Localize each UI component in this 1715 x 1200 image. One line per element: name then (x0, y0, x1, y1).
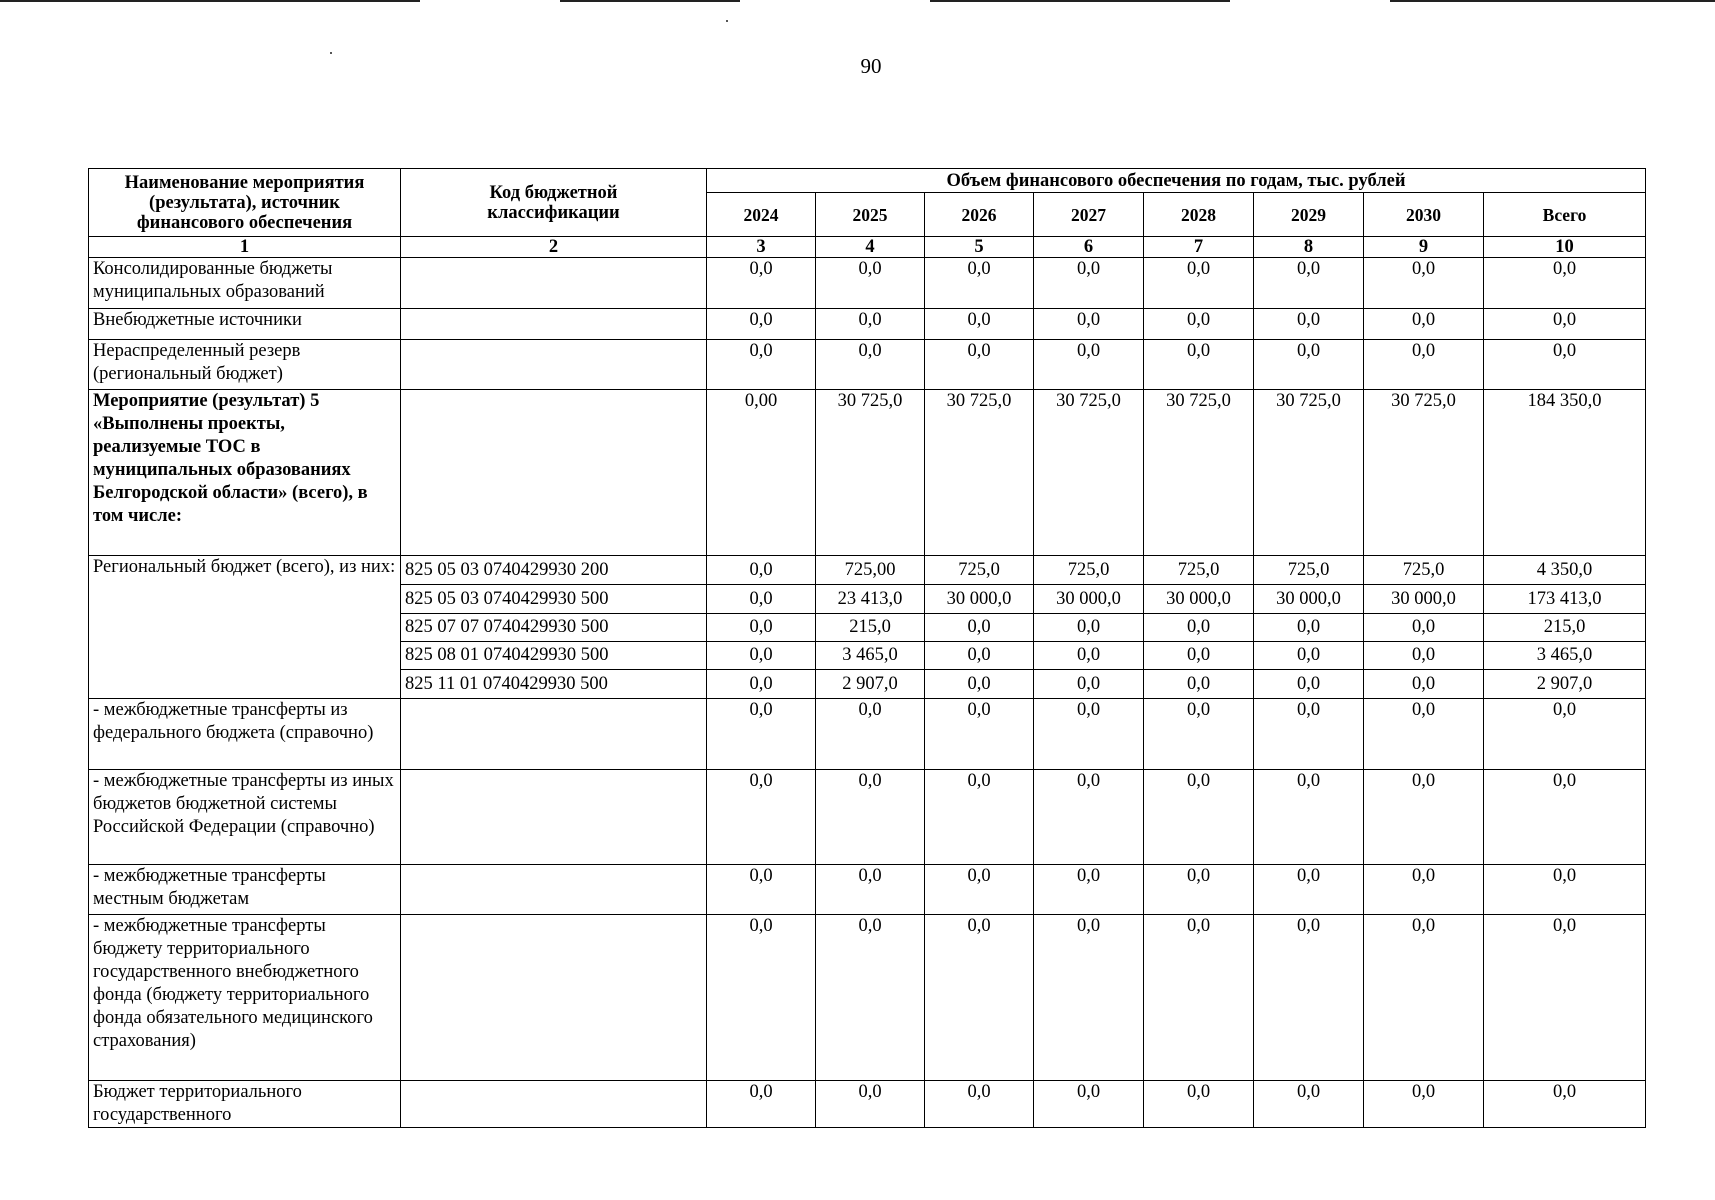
table-row (89, 699, 1646, 770)
cell-2028: 0,0 (1144, 770, 1254, 865)
cell-2030: 0,0 (1364, 915, 1484, 1081)
column-number: 3 (707, 237, 816, 258)
cell-2027: 0,0 (1034, 670, 1144, 699)
row-code (401, 258, 707, 309)
cell-2024: 0,0 (707, 585, 816, 614)
row-name: Региональный бюджет (всего), из них: (89, 556, 401, 699)
cell-2030: 725,0 (1364, 556, 1484, 585)
cell-2024: 0,0 (707, 770, 816, 865)
column-number: 4 (816, 237, 925, 258)
header-year: 2029 (1254, 193, 1364, 237)
column-number: 5 (925, 237, 1034, 258)
row-code (401, 1081, 707, 1128)
cell-total: 0,0 (1484, 865, 1646, 915)
row-code (401, 915, 707, 1081)
cell-2030: 30 000,0 (1364, 585, 1484, 614)
header-year: 2030 (1364, 193, 1484, 237)
header-year: 2028 (1144, 193, 1254, 237)
cell-total: 0,0 (1484, 1081, 1646, 1128)
header-code-column: Код бюджетной классификации (401, 169, 707, 237)
cell-2024: 0,0 (707, 340, 816, 390)
scan-edge-line (0, 0, 420, 2)
cell-2030: 0,0 (1364, 614, 1484, 642)
cell-2030: 0,0 (1364, 642, 1484, 670)
cell-2029: 0,0 (1254, 770, 1364, 865)
cell-2024: 0,0 (707, 699, 816, 770)
cell-2027: 0,0 (1034, 309, 1144, 340)
cell-2028: 0,0 (1144, 258, 1254, 309)
header-year: 2027 (1034, 193, 1144, 237)
cell-2026: 0,0 (925, 770, 1034, 865)
header-year: 2026 (925, 193, 1034, 237)
cell-total: 0,0 (1484, 309, 1646, 340)
scan-edge-line (1390, 0, 1715, 2)
cell-2030: 0,0 (1364, 340, 1484, 390)
cell-2026: 0,0 (925, 699, 1034, 770)
cell-2029: 0,0 (1254, 1081, 1364, 1128)
row-code: 825 07 07 0740429930 500 (401, 614, 707, 642)
cell-2030: 0,0 (1364, 309, 1484, 340)
cell-2026: 0,0 (925, 915, 1034, 1081)
cell-2027: 0,0 (1034, 340, 1144, 390)
cell-2025: 30 725,0 (816, 390, 925, 556)
cell-2026: 0,0 (925, 614, 1034, 642)
cell-total: 215,0 (1484, 614, 1646, 642)
cell-2028: 0,0 (1144, 614, 1254, 642)
row-name: Внебюджетные источники (89, 309, 401, 340)
cell-2027: 0,0 (1034, 915, 1144, 1081)
cell-total: 0,0 (1484, 340, 1646, 390)
cell-2029: 725,0 (1254, 556, 1364, 585)
row-name: - межбюджетные трансферты местным бюджетам (89, 865, 401, 915)
cell-2029: 0,0 (1254, 915, 1364, 1081)
cell-2028: 0,0 (1144, 642, 1254, 670)
cell-2028: 0,0 (1144, 340, 1254, 390)
row-name: Нераспределенный резерв (региональный бюджет) (89, 340, 401, 390)
cell-2027: 30 000,0 (1034, 585, 1144, 614)
cell-2028: 0,0 (1144, 915, 1254, 1081)
cell-2026: 0,0 (925, 1081, 1034, 1128)
table-row (89, 309, 1646, 340)
row-name: - межбюджетные трансферты бюджету территориального государственного внебюджетного фонда (бюджету территориального фонда обязательного медицинского страхования) (89, 915, 401, 1081)
cell-2027: 30 725,0 (1034, 390, 1144, 556)
row-code (401, 865, 707, 915)
cell-2028: 0,0 (1144, 1081, 1254, 1128)
row-name: - межбюджетные трансферты из иных бюджетов бюджетной системы Российской Федерации (справочно) (89, 770, 401, 865)
cell-total: 0,0 (1484, 915, 1646, 1081)
cell-2030: 0,0 (1364, 699, 1484, 770)
cell-2026: 30 725,0 (925, 390, 1034, 556)
cell-2028: 0,0 (1144, 309, 1254, 340)
cell-2025: 0,0 (816, 309, 925, 340)
cell-2026: 0,0 (925, 340, 1034, 390)
scan-edge-line (930, 0, 1230, 2)
row-code (401, 770, 707, 865)
table-row (89, 340, 1646, 390)
cell-total: 2 907,0 (1484, 670, 1646, 699)
row-code (401, 309, 707, 340)
cell-2028: 0,0 (1144, 699, 1254, 770)
cell-2029: 0,0 (1254, 865, 1364, 915)
cell-2030: 0,0 (1364, 770, 1484, 865)
cell-2026: 0,0 (925, 865, 1034, 915)
cell-2028: 30 000,0 (1144, 585, 1254, 614)
row-name: Бюджет территориального государственного (89, 1081, 401, 1128)
cell-2028: 725,0 (1144, 556, 1254, 585)
row-code: 825 05 03 0740429930 500 (401, 585, 707, 614)
cell-2027: 0,0 (1034, 770, 1144, 865)
header-volume-group: Объем финансового обеспечения по годам, тыс. рублей (707, 169, 1646, 193)
cell-2025: 23 413,0 (816, 585, 925, 614)
cell-2024: 0,0 (707, 258, 816, 309)
cell-2029: 0,0 (1254, 309, 1364, 340)
header-year: 2024 (707, 193, 816, 237)
header-total: Всего (1484, 193, 1646, 237)
cell-2024: 0,0 (707, 915, 816, 1081)
cell-2026: 725,0 (925, 556, 1034, 585)
cell-2030: 30 725,0 (1364, 390, 1484, 556)
page-number: 90 (860, 54, 882, 78)
cell-2025: 2 907,0 (816, 670, 925, 699)
table-row (89, 1081, 1646, 1128)
cell-2024: 0,0 (707, 556, 816, 585)
cell-2025: 0,0 (816, 1081, 925, 1128)
cell-2024: 0,00 (707, 390, 816, 556)
cell-2028: 0,0 (1144, 865, 1254, 915)
cell-2025: 3 465,0 (816, 642, 925, 670)
cell-2025: 0,0 (816, 340, 925, 390)
cell-2027: 0,0 (1034, 258, 1144, 309)
cell-total: 0,0 (1484, 770, 1646, 865)
cell-2024: 0,0 (707, 865, 816, 915)
cell-2029: 30 000,0 (1254, 585, 1364, 614)
cell-2025: 215,0 (816, 614, 925, 642)
cell-2025: 0,0 (816, 915, 925, 1081)
row-code: 825 05 03 0740429930 200 (401, 556, 707, 585)
cell-2027: 0,0 (1034, 1081, 1144, 1128)
column-number: 1 (89, 237, 401, 258)
row-code (401, 340, 707, 390)
column-number-row (89, 237, 1646, 258)
cell-2025: 0,0 (816, 699, 925, 770)
cell-2030: 0,0 (1364, 865, 1484, 915)
cell-2026: 30 000,0 (925, 585, 1034, 614)
cell-2025: 0,0 (816, 865, 925, 915)
cell-2024: 0,0 (707, 1081, 816, 1128)
row-code (401, 390, 707, 556)
cell-2026: 0,0 (925, 642, 1034, 670)
cell-total: 173 413,0 (1484, 585, 1646, 614)
header-year: 2025 (816, 193, 925, 237)
cell-2026: 0,0 (925, 309, 1034, 340)
cell-2027: 0,0 (1034, 699, 1144, 770)
cell-2027: 0,0 (1034, 642, 1144, 670)
column-number: 6 (1034, 237, 1144, 258)
row-code: 825 11 01 0740429930 500 (401, 670, 707, 699)
column-number: 2 (401, 237, 707, 258)
table-row (89, 770, 1646, 865)
cell-2024: 0,0 (707, 670, 816, 699)
table-row (89, 258, 1646, 309)
cell-2025: 0,0 (816, 258, 925, 309)
column-number: 9 (1364, 237, 1484, 258)
cell-2027: 0,0 (1034, 865, 1144, 915)
cell-total: 0,0 (1484, 699, 1646, 770)
cell-2029: 0,0 (1254, 670, 1364, 699)
column-number: 10 (1484, 237, 1646, 258)
cell-2028: 30 725,0 (1144, 390, 1254, 556)
scan-speck (726, 20, 728, 22)
cell-2028: 0,0 (1144, 670, 1254, 699)
cell-2027: 0,0 (1034, 614, 1144, 642)
cell-2030: 0,0 (1364, 670, 1484, 699)
scan-edge-line (560, 0, 740, 2)
cell-2026: 0,0 (925, 670, 1034, 699)
cell-2027: 725,0 (1034, 556, 1144, 585)
cell-total: 4 350,0 (1484, 556, 1646, 585)
cell-2024: 0,0 (707, 614, 816, 642)
cell-2024: 0,0 (707, 642, 816, 670)
cell-2024: 0,0 (707, 309, 816, 340)
row-code: 825 08 01 0740429930 500 (401, 642, 707, 670)
header-name-column: Наименование мероприятия (результата), источник финансового обеспечения (89, 169, 401, 237)
cell-2025: 725,00 (816, 556, 925, 585)
table-row (89, 915, 1646, 1081)
column-number: 8 (1254, 237, 1364, 258)
cell-2029: 0,0 (1254, 614, 1364, 642)
row-name: Консолидированные бюджеты муниципальных образований (89, 258, 401, 309)
row-name: - межбюджетные трансферты из федерального бюджета (справочно) (89, 699, 401, 770)
cell-2026: 0,0 (925, 258, 1034, 309)
table-row-event (89, 390, 1646, 556)
cell-2029: 0,0 (1254, 642, 1364, 670)
cell-2030: 0,0 (1364, 1081, 1484, 1128)
cell-total: 3 465,0 (1484, 642, 1646, 670)
table-row-regional (89, 556, 1646, 585)
column-number: 7 (1144, 237, 1254, 258)
row-code (401, 699, 707, 770)
cell-2029: 0,0 (1254, 258, 1364, 309)
table-row (89, 865, 1646, 915)
cell-2029: 0,0 (1254, 699, 1364, 770)
cell-2025: 0,0 (816, 770, 925, 865)
cell-total: 0,0 (1484, 258, 1646, 309)
cell-2029: 30 725,0 (1254, 390, 1364, 556)
cell-2029: 0,0 (1254, 340, 1364, 390)
cell-total: 184 350,0 (1484, 390, 1646, 556)
cell-2030: 0,0 (1364, 258, 1484, 309)
financing-table (88, 168, 1646, 1128)
row-name: Мероприятие (результат) 5 «Выполнены проекты, реализуемые ТОС в муниципальных образованиях Белгородской области» (всего), в том числе: (89, 390, 401, 556)
